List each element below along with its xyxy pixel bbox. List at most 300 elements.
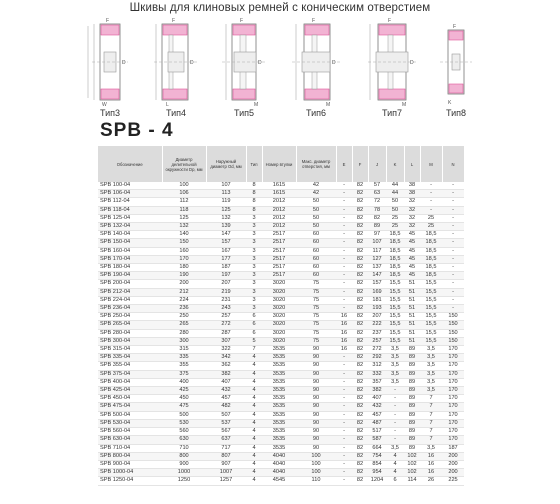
table-cell: 82 (352, 329, 368, 337)
table-cell: 32 (404, 214, 420, 222)
table-cell: 75 (296, 321, 336, 329)
table-cell: 3 (246, 223, 262, 231)
table-cell: 1000 (162, 469, 206, 477)
table-cell: 355 (162, 362, 206, 370)
table-cell: 137 (368, 264, 386, 272)
table-cell: SPB 400-04 (98, 378, 162, 386)
table-cell: 3,5 (420, 346, 442, 354)
table-cell: 90 (296, 436, 336, 444)
table-cell: 82 (352, 346, 368, 354)
table-row (98, 395, 464, 403)
table-cell: 450 (162, 395, 206, 403)
table-cell: - (336, 264, 352, 272)
table-cell: 45 (404, 239, 420, 247)
table-cell: 170 (442, 346, 464, 354)
table-cell: 3020 (262, 337, 296, 345)
table-cell: 157 (368, 280, 386, 288)
table-cell: 90 (296, 346, 336, 354)
table-cell: 82 (352, 190, 368, 198)
table-cell: 113 (206, 190, 246, 198)
table-cell: - (442, 190, 464, 198)
table-cell: - (386, 419, 404, 427)
table-cell: 4 (246, 444, 262, 452)
table-cell: 90 (296, 419, 336, 427)
table-cell: 6 (386, 477, 404, 485)
table-cell: 4 (246, 452, 262, 460)
table-row (98, 223, 464, 231)
table-cell: 119 (206, 198, 246, 206)
table-cell: 60 (296, 239, 336, 247)
table-cell: - (336, 395, 352, 403)
table-cell: 236 (162, 305, 206, 313)
table-cell: 15,5 (386, 288, 404, 296)
table-cell: 125 (162, 214, 206, 222)
table-cell: 82 (352, 477, 368, 485)
dim-W: W (102, 102, 107, 108)
table-cell: 82 (352, 370, 368, 378)
table-cell: SPB 265-04 (98, 321, 162, 329)
table-cell: 219 (206, 288, 246, 296)
table-cell: 3020 (262, 321, 296, 329)
table-cell: 3535 (262, 444, 296, 452)
table-cell: 18,5 (420, 247, 442, 255)
table-cell: 18,5 (420, 255, 442, 263)
table-cell: - (336, 280, 352, 288)
table-cell: 3020 (262, 280, 296, 288)
table-row (98, 346, 464, 354)
table-cell: 44 (386, 182, 404, 190)
table-cell: 287 (206, 329, 246, 337)
svg-text:F: F (240, 18, 244, 24)
table-cell: - (442, 223, 464, 231)
table-cell: 140 (162, 231, 206, 239)
col-header: J (368, 146, 386, 182)
table-cell: 150 (442, 321, 464, 329)
table-cell: 72 (368, 198, 386, 206)
table-cell: SPB 160-04 (98, 247, 162, 255)
table-cell: 60 (296, 231, 336, 239)
table-cell: - (336, 247, 352, 255)
table-cell: 139 (206, 223, 246, 231)
table-cell: 75 (296, 305, 336, 313)
table-cell: 4 (246, 378, 262, 386)
table-cell: - (336, 428, 352, 436)
table-cell: - (386, 395, 404, 403)
table-cell: - (336, 436, 352, 444)
table-cell: 82 (352, 206, 368, 214)
table-cell: 315 (162, 346, 206, 354)
table-cell: - (336, 411, 352, 419)
table-cell: 82 (352, 198, 368, 206)
table-cell: 82 (352, 337, 368, 345)
table-cell: 32 (404, 206, 420, 214)
table-cell: 8 (246, 206, 262, 214)
table-cell: 26 (420, 477, 442, 485)
col-header: M (420, 146, 442, 182)
diagram-type-8 (426, 16, 486, 124)
table-cell: SPB 335-04 (98, 354, 162, 362)
table-cell: 3,5 (386, 370, 404, 378)
table-cell: - (336, 362, 352, 370)
table-cell: 100 (296, 469, 336, 477)
table-cell: 82 (352, 403, 368, 411)
svg-text:F: F (453, 24, 457, 30)
table-cell: 150 (162, 239, 206, 247)
svg-text:F: F (312, 18, 316, 24)
table-cell: 407 (368, 395, 386, 403)
table-cell: 3 (246, 305, 262, 313)
svg-text:F: F (388, 18, 392, 24)
table-header-row (98, 146, 464, 182)
table-cell: 82 (352, 305, 368, 313)
table-cell: 82 (352, 460, 368, 468)
table-cell: 3,5 (386, 378, 404, 386)
table-row (98, 313, 464, 321)
table-cell: SPB 900-04 (98, 460, 162, 468)
col-header: K (386, 146, 404, 182)
table-cell: 237 (368, 329, 386, 337)
table-cell: 4 (246, 395, 262, 403)
table-cell: 375 (162, 370, 206, 378)
table-cell: 82 (352, 182, 368, 190)
table-cell: - (336, 403, 352, 411)
table-cell: 51 (404, 321, 420, 329)
table-row (98, 247, 464, 255)
table-cell: 150 (442, 329, 464, 337)
table-cell: 4040 (262, 460, 296, 468)
table-cell: 3535 (262, 428, 296, 436)
table-cell: - (336, 477, 352, 485)
table-cell: 1615 (262, 182, 296, 190)
table-cell: 57 (368, 182, 386, 190)
table-cell: SPB 190-04 (98, 272, 162, 280)
table-cell: 335 (162, 354, 206, 362)
table-cell: 637 (206, 436, 246, 444)
table-cell: 3 (246, 231, 262, 239)
table-row (98, 280, 464, 288)
pulley-drawing (214, 16, 274, 108)
table-cell: 4 (246, 403, 262, 411)
table-cell: 3,5 (420, 354, 442, 362)
table-cell: - (336, 223, 352, 231)
table-cell: 16 (336, 313, 352, 321)
table-cell: 342 (206, 354, 246, 362)
table-cell: 82 (352, 378, 368, 386)
table-cell: 187 (206, 264, 246, 272)
table-cell: 300 (162, 337, 206, 345)
table-cell: - (420, 206, 442, 214)
table-cell: 82 (352, 411, 368, 419)
table-cell: 150 (442, 313, 464, 321)
table-cell: 16 (336, 346, 352, 354)
table-cell: 3020 (262, 296, 296, 304)
table-cell: 89 (404, 362, 420, 370)
table-cell: SPB 125-04 (98, 214, 162, 222)
dim-F: F (106, 18, 110, 24)
table-cell: 181 (368, 296, 386, 304)
table-cell: 212 (162, 288, 206, 296)
table-cell: 89 (404, 436, 420, 444)
table-cell: SPB 1000-04 (98, 469, 162, 477)
table-cell: 51 (404, 337, 420, 345)
table-cell: SPB 280-04 (98, 329, 162, 337)
table-cell: 382 (206, 370, 246, 378)
table-cell: - (336, 370, 352, 378)
table-cell: 207 (368, 313, 386, 321)
table-cell: 807 (206, 452, 246, 460)
table-cell: SPB 530-04 (98, 419, 162, 427)
table-cell: 170 (442, 436, 464, 444)
type-label: Тип4 (165, 108, 186, 118)
table-cell: 4 (246, 460, 262, 468)
table-cell: 82 (352, 395, 368, 403)
table-cell: - (336, 288, 352, 296)
table-cell: 7 (420, 436, 442, 444)
table-cell: 2517 (262, 264, 296, 272)
table-cell: 82 (352, 214, 368, 222)
table-cell: 200 (162, 280, 206, 288)
table-cell: - (442, 296, 464, 304)
table-cell: 3 (246, 288, 262, 296)
table-cell: 664 (368, 444, 386, 452)
table-cell: 160 (162, 247, 206, 255)
table-cell: - (442, 231, 464, 239)
table-cell: - (442, 214, 464, 222)
table-cell: 15,5 (386, 313, 404, 321)
table-row (98, 419, 464, 427)
table-cell: 407 (206, 378, 246, 386)
table-cell: 4 (386, 460, 404, 468)
table-cell: 6 (246, 329, 262, 337)
table-cell: 60 (296, 255, 336, 263)
table-cell: 82 (352, 428, 368, 436)
table-cell: 8 (246, 182, 262, 190)
table-cell: 560 (162, 428, 206, 436)
pulley-drawing (362, 16, 422, 108)
table-cell: 15,5 (420, 288, 442, 296)
table-cell: SPB 150-04 (98, 239, 162, 247)
table-cell: 6 (246, 313, 262, 321)
table-cell: 132 (162, 223, 206, 231)
table-cell: 15,5 (386, 329, 404, 337)
table-cell: 82 (352, 223, 368, 231)
table-cell: SPB 375-04 (98, 370, 162, 378)
pulley-drawing (286, 16, 346, 108)
dim-D: D (122, 60, 126, 66)
table-cell: 3,5 (420, 362, 442, 370)
table-cell: 82 (352, 272, 368, 280)
table-cell: 400 (162, 378, 206, 386)
table-cell: 3020 (262, 329, 296, 337)
table-cell: 322 (206, 346, 246, 354)
table-cell: 754 (368, 452, 386, 460)
svg-text:D: D (332, 60, 336, 66)
table-cell: - (336, 206, 352, 214)
table-cell: 75 (296, 280, 336, 288)
table-cell: 3535 (262, 419, 296, 427)
table-cell: 42 (296, 182, 336, 190)
col-header: N (442, 146, 464, 182)
table-cell: 3535 (262, 403, 296, 411)
table-cell: 7 (420, 428, 442, 436)
table-cell: 4 (386, 452, 404, 460)
table-cell: 90 (296, 411, 336, 419)
table-cell: 90 (296, 362, 336, 370)
pulley-type-diagrams (80, 16, 480, 124)
table-cell: 78 (368, 206, 386, 214)
table-cell: 82 (352, 264, 368, 272)
table-cell: - (336, 444, 352, 452)
table-cell: 15,5 (420, 296, 442, 304)
table-cell: 127 (368, 255, 386, 263)
table-cell: - (442, 264, 464, 272)
diagram-type-7 (362, 16, 422, 124)
table-cell: SPB 170-04 (98, 255, 162, 263)
table-cell: 89 (404, 428, 420, 436)
table-cell: 432 (368, 403, 386, 411)
table-cell: 100 (296, 452, 336, 460)
table-cell: 2012 (262, 214, 296, 222)
table-cell: 82 (352, 255, 368, 263)
table-cell: 4 (246, 477, 262, 485)
table-cell: - (386, 411, 404, 419)
table-cell: 15,5 (420, 337, 442, 345)
table-cell: 82 (352, 419, 368, 427)
table-cell: 7 (420, 419, 442, 427)
svg-text:K: K (448, 100, 452, 106)
table-cell: 150 (442, 337, 464, 345)
table-cell: 157 (206, 239, 246, 247)
table-cell: 170 (442, 403, 464, 411)
table-cell: 170 (442, 419, 464, 427)
table-cell: SPB 450-04 (98, 395, 162, 403)
table-cell: 90 (296, 378, 336, 386)
table-cell: - (442, 280, 464, 288)
table-row (98, 436, 464, 444)
table-cell: - (336, 419, 352, 427)
table-cell: 45 (404, 255, 420, 263)
table-cell: 800 (162, 452, 206, 460)
table-cell: 4 (246, 436, 262, 444)
table-cell: 170 (442, 395, 464, 403)
table-cell: 170 (442, 378, 464, 386)
table-cell: 110 (296, 477, 336, 485)
table-cell: - (336, 305, 352, 313)
col-header: L (404, 146, 420, 182)
table-cell: 90 (296, 444, 336, 452)
diagram-type-3 (80, 16, 140, 124)
table-cell: - (336, 214, 352, 222)
table-cell: 167 (206, 247, 246, 255)
table-cell: 51 (404, 288, 420, 296)
table-cell: 1615 (262, 190, 296, 198)
table-row (98, 239, 464, 247)
table-cell: 3 (246, 214, 262, 222)
table-cell: 82 (352, 321, 368, 329)
table-row (98, 288, 464, 296)
table-cell: 18,5 (386, 255, 404, 263)
table-cell: 82 (352, 469, 368, 477)
table-cell: 4 (246, 354, 262, 362)
table-cell: 8 (246, 190, 262, 198)
table-cell: 4 (246, 411, 262, 419)
table-row (98, 206, 464, 214)
table-cell: 272 (206, 321, 246, 329)
table-cell: 170 (442, 387, 464, 395)
table-cell: 89 (404, 346, 420, 354)
table-cell: 425 (162, 387, 206, 395)
table-cell: 3,5 (386, 362, 404, 370)
svg-text:D: D (410, 60, 414, 66)
table-cell: - (336, 296, 352, 304)
table-cell: 50 (296, 206, 336, 214)
table-cell: 222 (368, 321, 386, 329)
table-cell: - (336, 272, 352, 280)
svg-text:D: D (258, 60, 262, 66)
table-cell: 3,5 (386, 346, 404, 354)
table-cell: SPB 800-04 (98, 452, 162, 460)
table-cell: 432 (206, 387, 246, 395)
table-cell: 1007 (206, 469, 246, 477)
table-cell: 3 (246, 280, 262, 288)
table-cell: - (386, 403, 404, 411)
table-cell: 51 (404, 313, 420, 321)
table-cell: 7 (420, 411, 442, 419)
table-cell: 16 (336, 337, 352, 345)
table-cell: 280 (162, 329, 206, 337)
table-cell: 18,5 (420, 264, 442, 272)
table-cell: 3 (246, 296, 262, 304)
table-cell: 257 (206, 313, 246, 321)
table-cell: 82 (352, 452, 368, 460)
table-cell: - (336, 182, 352, 190)
table-cell: 51 (404, 305, 420, 313)
diagram-type-4 (146, 16, 206, 124)
table-cell: 75 (296, 337, 336, 345)
table-cell: SPB 250-04 (98, 313, 162, 321)
table-cell: SPB 112-04 (98, 198, 162, 206)
table-cell: 187 (442, 444, 464, 452)
table-cell: 3,5 (420, 370, 442, 378)
table-cell: 15,5 (420, 305, 442, 313)
table-cell: 537 (206, 419, 246, 427)
table-cell: 4 (246, 428, 262, 436)
table-cell: 100 (162, 182, 206, 190)
table-cell: 307 (206, 337, 246, 345)
table-cell: 200 (442, 469, 464, 477)
table-cell: 82 (352, 296, 368, 304)
col-header: Макс. диаметр отверстия, мм (296, 146, 336, 182)
table-cell: 954 (368, 469, 386, 477)
table-row (98, 354, 464, 362)
table-cell: 4 (246, 469, 262, 477)
table-body (98, 182, 464, 485)
table-cell: 147 (206, 231, 246, 239)
table-cell: 102 (404, 460, 420, 468)
table-cell: 90 (296, 428, 336, 436)
table-cell: SPB 315-04 (98, 346, 162, 354)
table-cell: 3535 (262, 436, 296, 444)
table-cell: 3535 (262, 370, 296, 378)
table-cell: 180 (162, 264, 206, 272)
table-cell: 362 (206, 362, 246, 370)
table-cell: 4040 (262, 452, 296, 460)
table-row (98, 460, 464, 468)
table-cell: 82 (352, 354, 368, 362)
table-cell: 118 (162, 206, 206, 214)
table-cell: 3535 (262, 395, 296, 403)
table-row (98, 214, 464, 222)
